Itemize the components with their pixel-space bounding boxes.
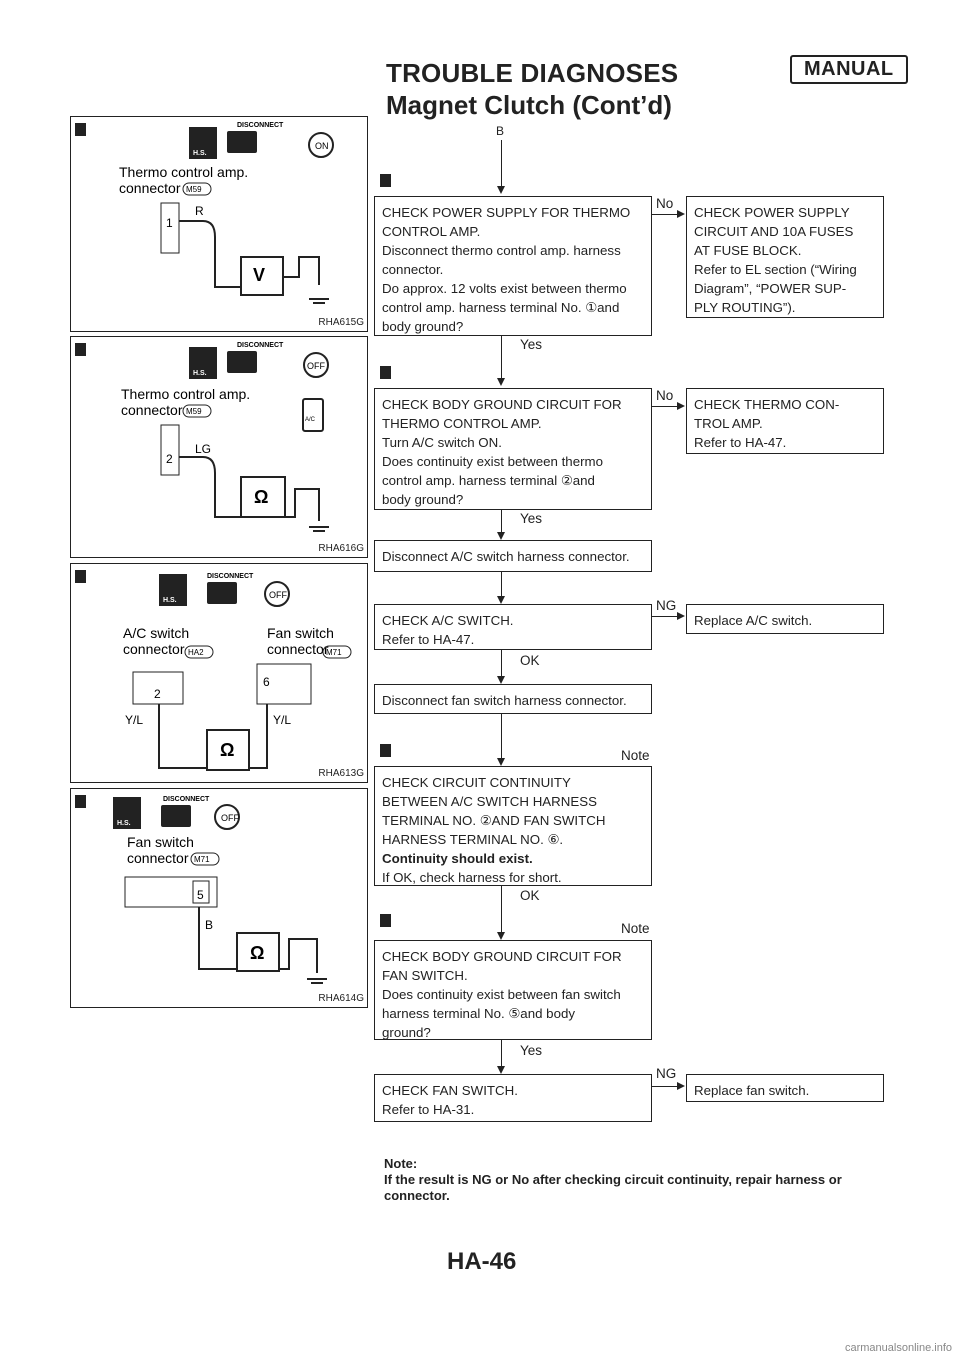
connector-icon	[161, 805, 191, 827]
step7-yes-label: Yes	[520, 1043, 543, 1058]
wire-color: LG	[195, 442, 212, 456]
step2-yes-label: Yes	[520, 511, 543, 526]
connector-code: M71	[194, 855, 210, 864]
watermark: carmanualsonline.info	[844, 1342, 952, 1354]
connector-caption: Fan switch	[127, 834, 194, 850]
diagram-panel-switch-continuity	[70, 563, 368, 783]
ac-switch-caption: A/C switch	[123, 625, 190, 641]
manual-badge: MANUAL	[790, 55, 908, 84]
fan-connector-code: M71	[326, 648, 342, 657]
figure-ref: RHA613G	[318, 768, 364, 779]
thermo-voltage-diagram	[71, 117, 367, 331]
figure-ref: RHA616G	[318, 543, 364, 554]
connector-caption: Thermo control amp.	[119, 164, 249, 180]
step-check-circuit-continuity: CHECK CIRCUIT CONTINUITY BETWEEN A/C SWITCH HARNESS TERMINAL NO. ②AND FAN SWITCH HARNESS TERMINAL NO. ⑥. Continuity should exist. If OK, check harness for short.	[374, 766, 652, 886]
footnote-heading: Note:	[384, 1156, 418, 1171]
wire-color: B	[205, 918, 214, 932]
ac-terminal-number: 2	[154, 687, 161, 701]
meter-symbol: Ω	[250, 943, 265, 963]
connector-code: M59	[186, 185, 202, 194]
entry-point-label: B	[496, 124, 505, 138]
connector-caption-2: connector	[121, 402, 183, 418]
meter-symbol: Ω	[220, 740, 235, 760]
step-check-fan-switch: CHECK FAN SWITCH. Refer to HA-31.	[374, 1074, 652, 1122]
page-subtitle: Magnet Clutch (Cont’d)	[386, 90, 672, 120]
disconnect-label: DISCONNECT	[163, 796, 210, 803]
result-check-thermo-amp: CHECK THERMO CON- TROL AMP. Refer to HA-47.	[686, 388, 884, 454]
hs-label: H.S.	[117, 820, 131, 827]
step-disconnect-ac-switch: Disconnect A/C switch harness connector.	[374, 540, 652, 572]
footnote-text: If the result is NG or No after checking circuit continuity, repair harness or connector.	[384, 1172, 842, 1203]
step8-ng-label: NG	[656, 1066, 677, 1081]
meter-symbol: Ω	[254, 487, 269, 507]
switch-continuity-diagram	[71, 564, 367, 782]
connector-icon	[227, 131, 257, 153]
page-number: HA-46	[447, 1248, 517, 1275]
result-check-power-circuit: CHECK POWER SUPPLY CIRCUIT AND 10A FUSES AT FUSE BLOCK. Refer to EL section (“Wiring Diagram”, “POWER SUP- PLY ROUTING”).	[686, 196, 884, 318]
step-check-fan-ground: CHECK BODY GROUND CIRCUIT FOR FAN SWITCH. Does continuity exist between fan switch harness terminal No. ⑤and body ground?	[374, 940, 652, 1040]
result-replace-fan-switch: Replace fan switch.	[686, 1074, 884, 1102]
step4-ng-label: NG	[656, 598, 677, 613]
key-position: ON	[315, 141, 329, 151]
fan-switch-caption: Fan switch	[267, 625, 334, 641]
step2-no-label: No	[656, 388, 674, 403]
step4-ok-label: OK	[520, 653, 540, 668]
connector-icon	[207, 582, 237, 604]
step1-no-label: No	[656, 196, 674, 211]
wire-color: R	[195, 204, 204, 218]
connector-caption: Thermo control amp.	[121, 386, 251, 402]
key-position: OFF	[269, 590, 287, 600]
marker-k-icon	[380, 744, 391, 757]
diagram-panel-thermo-ground	[70, 336, 368, 558]
ac-switch-caption-2: connector	[123, 641, 185, 657]
disconnect-label: DISCONNECT	[237, 342, 284, 349]
meter-symbol: V	[253, 265, 266, 285]
disconnect-label: DISCONNECT	[237, 122, 284, 129]
terminal-number: 1	[166, 216, 173, 230]
ac-connector-code: HA2	[188, 648, 204, 657]
marker-l-icon	[380, 914, 391, 927]
figure-ref: RHA614G	[318, 993, 364, 1004]
connector-icon	[227, 351, 257, 373]
ac-switch-icon	[303, 399, 323, 431]
terminal-number: 2	[166, 452, 173, 466]
section-title: TROUBLE DIAGNOSES	[386, 58, 679, 88]
diagram-panel-thermo-voltage	[70, 116, 368, 332]
marker-i-icon	[380, 174, 391, 187]
hs-label: H.S.	[193, 150, 207, 157]
step-check-body-ground-thermo: CHECK BODY GROUND CIRCUIT FOR THERMO CONTROL AMP. Turn A/C switch ON. Does continuity exist between thermo control amp. harness terminal ②and body ground?	[374, 388, 652, 510]
disconnect-label: DISCONNECT	[207, 573, 254, 580]
step-check-ac-switch: CHECK A/C SWITCH. Refer to HA-47.	[374, 604, 652, 650]
result-replace-ac-switch: Replace A/C switch.	[686, 604, 884, 634]
hs-label: H.S.	[163, 597, 177, 604]
step6-ok-label: OK	[520, 888, 540, 903]
fan-switch-caption-2: connector	[267, 641, 329, 657]
key-position: OFF	[221, 813, 239, 823]
step6-note-label: Note	[621, 748, 650, 763]
step7-note-label: Note	[621, 921, 650, 936]
step1-yes-label: Yes	[520, 337, 543, 352]
step-check-power-supply: CHECK POWER SUPPLY FOR THERMO CONTROL AMP. Disconnect thermo control amp. harness connector. Do approx. 12 volts exist between thermo control amp. harness terminal No. ①and body ground?	[374, 196, 652, 336]
thermo-ground-diagram	[71, 337, 367, 557]
figure-ref: RHA615G	[318, 317, 364, 328]
switch-label: A/C	[305, 417, 316, 423]
wire-color-left: Y/L	[125, 713, 144, 727]
terminal-number: 5	[197, 888, 204, 902]
marker-j-icon	[380, 366, 391, 379]
footnote	[384, 1156, 894, 1204]
step-disconnect-fan-switch: Disconnect fan switch harness connector.	[374, 684, 652, 714]
connector-outline	[161, 425, 179, 475]
connector-caption-2: connector	[119, 180, 181, 196]
key-position: OFF	[307, 361, 325, 371]
connector-code: M59	[186, 407, 202, 416]
wire-color-right: Y/L	[273, 713, 292, 727]
fan-terminal-number: 6	[263, 675, 270, 689]
diagram-panel-fan-ground	[70, 788, 368, 1008]
fan-ground-diagram	[71, 789, 367, 1007]
hs-label: H.S.	[193, 370, 207, 377]
connector-caption-2: connector	[127, 850, 189, 866]
